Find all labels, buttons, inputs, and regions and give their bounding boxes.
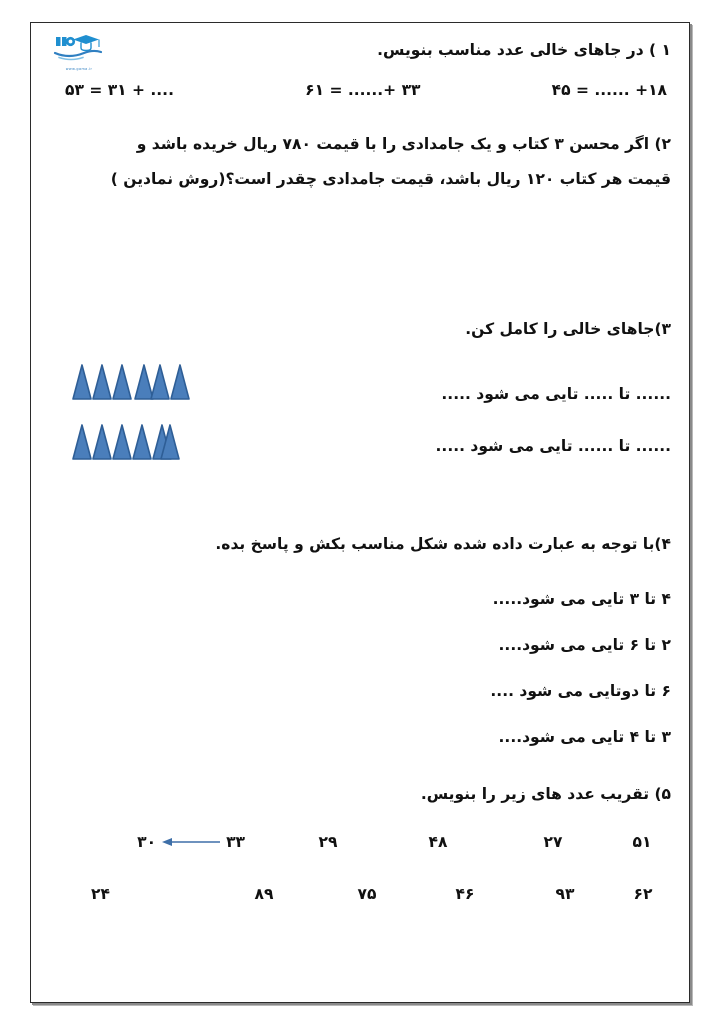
q5-example-source: ۳۳ — [226, 833, 245, 851]
site-logo — [53, 31, 105, 71]
question-1-equations — [61, 81, 671, 99]
question-5-prompt: ۵) تقریب عدد های زیر را بنویس. — [420, 785, 671, 803]
q5-row1-number-3: ۴۸ — [428, 833, 448, 851]
arrow-right-icon — [160, 836, 222, 848]
question-2-line-2: قیمت هر کتاب ۱۲۰ ریال باشد، قیمت جامدادی چقدر است؟(روش نمادین ) — [110, 170, 671, 188]
worksheet-page — [30, 22, 690, 1003]
q5-example-target: ۳۰ — [137, 833, 157, 851]
equation-1: ۱۸+ ...... = ۴۵ — [551, 81, 667, 99]
question-4-item-1: ۴ تا ۳ تایی می شود..... — [492, 590, 671, 608]
q5-row2-number-6: ۲۴ — [91, 885, 110, 903]
question-1-prompt: ۱ ) در جاهای خالی عدد مناسب بنویس. — [377, 41, 671, 59]
q5-row1-number-4: ۲۹ — [318, 833, 338, 851]
question-3-blank-line-2: ...... تا ...... تایی می شود ..... — [435, 437, 671, 455]
q5-row2-number-1: ۶۲ — [633, 885, 653, 903]
question-4-prompt: ۴)با توجه به عبارت داده شده شکل مناسب بکش و پاسخ بده. — [215, 535, 671, 553]
question-4-item-3: ۶ تا دوتایی می شود .... — [490, 682, 671, 700]
equation-2: ۳۳ +...... = ۶۱ — [305, 81, 421, 99]
q5-rounding-example — [61, 833, 273, 851]
q5-row2-number-5: ۸۹ — [254, 885, 274, 903]
equation-3: .... + ۳۱ = ۵۳ — [65, 81, 174, 99]
q5-row1-number-1: ۵۱ — [632, 833, 652, 851]
logo-caption: www.gama.ir — [65, 67, 93, 71]
q5-row2-number-4: ۷۵ — [357, 885, 377, 903]
question-5-row-2 — [61, 885, 671, 903]
question-5-row-1 — [61, 833, 671, 851]
question-4-item-2: ۲ تا ۶ تایی می شود.... — [498, 636, 671, 654]
question-3-blank-line-1: ...... تا ..... تایی می شود ..... — [441, 385, 671, 403]
question-3-prompt: ۳)جاهای خالی را کامل کن. — [465, 320, 671, 338]
question-2-line-1: ۲) اگر محسن ۳ کتاب و یک جامدادی را با قیمت ۷۸۰ ریال خریده باشد و — [136, 135, 671, 153]
question-4-item-4: ۳ تا ۴ تایی می شود.... — [498, 728, 671, 746]
logo-icon — [53, 31, 105, 65]
q5-row2-number-2: ۹۳ — [555, 885, 575, 903]
q5-row2-number-3: ۴۶ — [455, 885, 475, 903]
q5-row1-number-2: ۲۷ — [543, 833, 563, 851]
